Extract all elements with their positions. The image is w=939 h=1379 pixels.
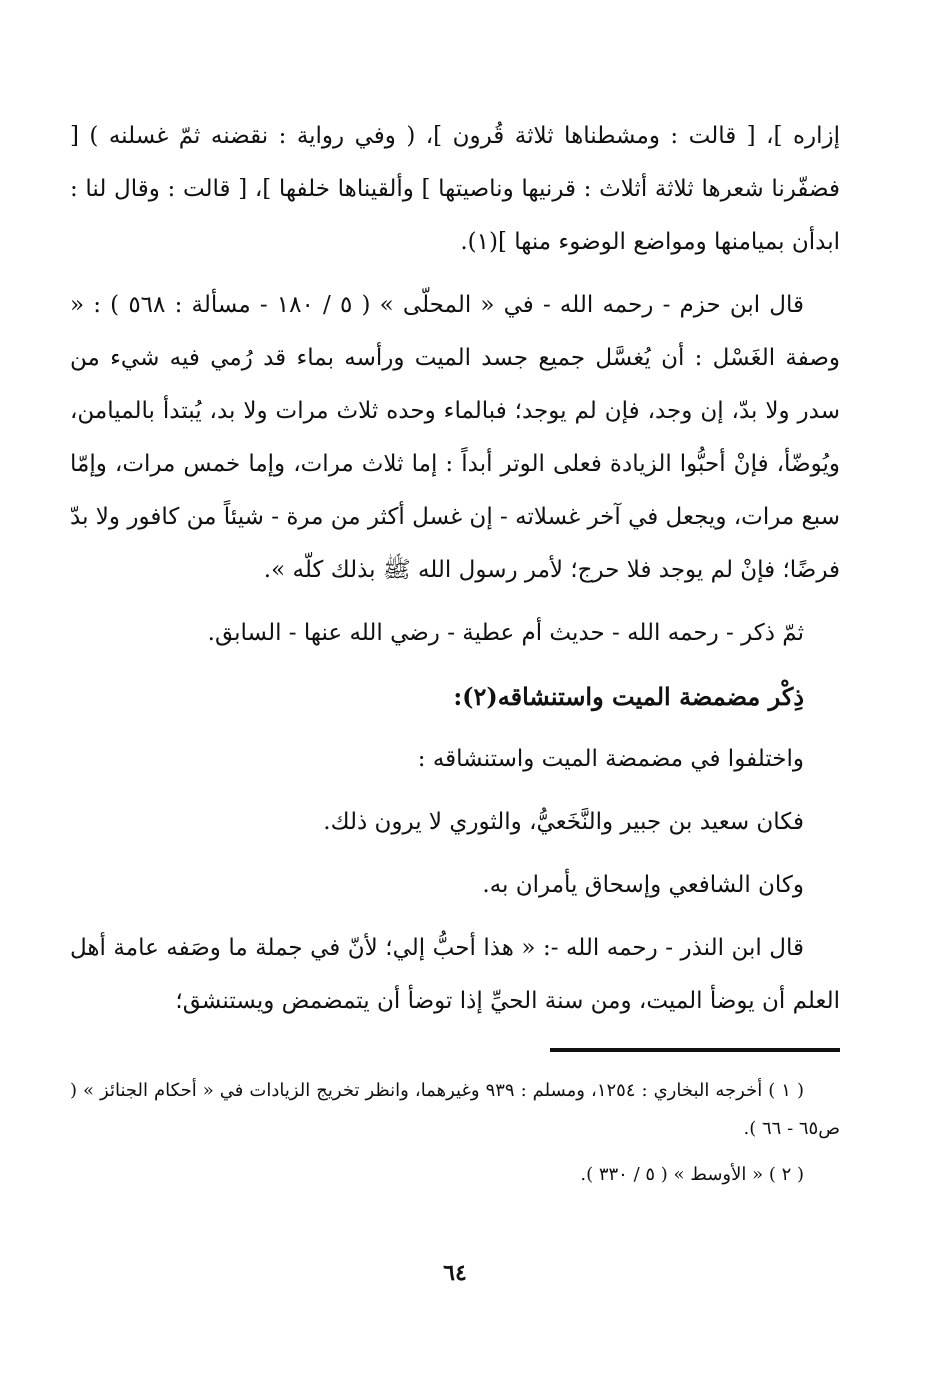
paragraph-ibn-hazm-quote: قال ابن حزم - رحمه الله - في « المحلّى » ( ٥ / ١٨٠ - مسألة : ٥٦٨ ) : « وصفة الغَسْل : أن يُغسَّل جميع جسد الميت ورأسه بماء قد رُمي فيه شيء من سدر ولا بدّ، إن وجد، فإن لم يوجد؛ فبالماء وحده ثلاث مرات ولا بد، يُبتدأ بالميامن، ويُوضّأ، فإنْ أحبُّوا الزيادة فعلى الوتر أبداً : إما ثلاث مرات، وإما خمس مرات، وإمّا سبع مرات، ويجعل في آخر غسلاته - إن غسل أكثر من مرة - شيئاً من كافور ولا بدّ فرضًا؛ فإنْ لم يوجد فلا حرج؛ لأمر رسول الله ﷺ بذلك كلّه ». — [70, 292, 840, 583]
paragraph-saeed-nakhai: فكان سعيد بن جبير والنَّخَعيُّ، والثوري لا يرون ذلك. — [323, 809, 804, 835]
footnotes — [70, 1072, 840, 1202]
paragraph-umm-atiyya: ثمّ ذكر - رحمه الله - حديث أم عطية - رضي الله عنها - السابق. — [207, 620, 804, 646]
main-text — [70, 110, 840, 1028]
footnote-1: ( ١ ) أخرجه البخاري : ١٢٥٤، ومسلم : ٩٣٩ وغيرهما، وانظر تخريج الزيادات في « أحكام الجنائز » ( ص٦٥ - ٦٦ ). — [70, 1080, 840, 1139]
paragraph-disagreement: واختلفوا في مضمضة الميت واستنشاقه : — [417, 746, 804, 772]
footnote-separator — [550, 1048, 840, 1052]
page-number: ٦٤ — [443, 1260, 467, 1286]
paragraph-ibn-mundhir: قال ابن النذر - رحمه الله -: « هذا أحبُّ إلي؛ لأنّ في جملة ما وصَفه عامة أهل العلم أن يوضأ الميت، ومن سنة الحيِّ إذا توضأ أن يتمضمض ويستنشق؛ — [70, 935, 840, 1014]
paragraph-hadith-continuation: إزاره ]، [ قالت : ومشطناها ثلاثة قُرون ]، ( وفي رواية : نقضنه ثمّ غسلنه ) [ فضفّرنا شعرها ثلاثة أثلاث : قرنيها وناصيتها ] وألقيناها خلفها ]، [ قالت : وقال لنا : ابدأن بميامنها ومواضع الوضوء منها ](١). — [70, 123, 840, 255]
book-page — [70, 110, 840, 1330]
paragraph-shafii-ishaq: وكان الشافعي وإسحاق يأمران به. — [482, 872, 804, 898]
section-heading: ذِكْر مضمضة الميت واستنشاقه(٢): — [453, 682, 804, 711]
footnote-2: ( ٢ ) « الأوسط » ( ٥ / ٣٣٠ ). — [580, 1164, 804, 1185]
